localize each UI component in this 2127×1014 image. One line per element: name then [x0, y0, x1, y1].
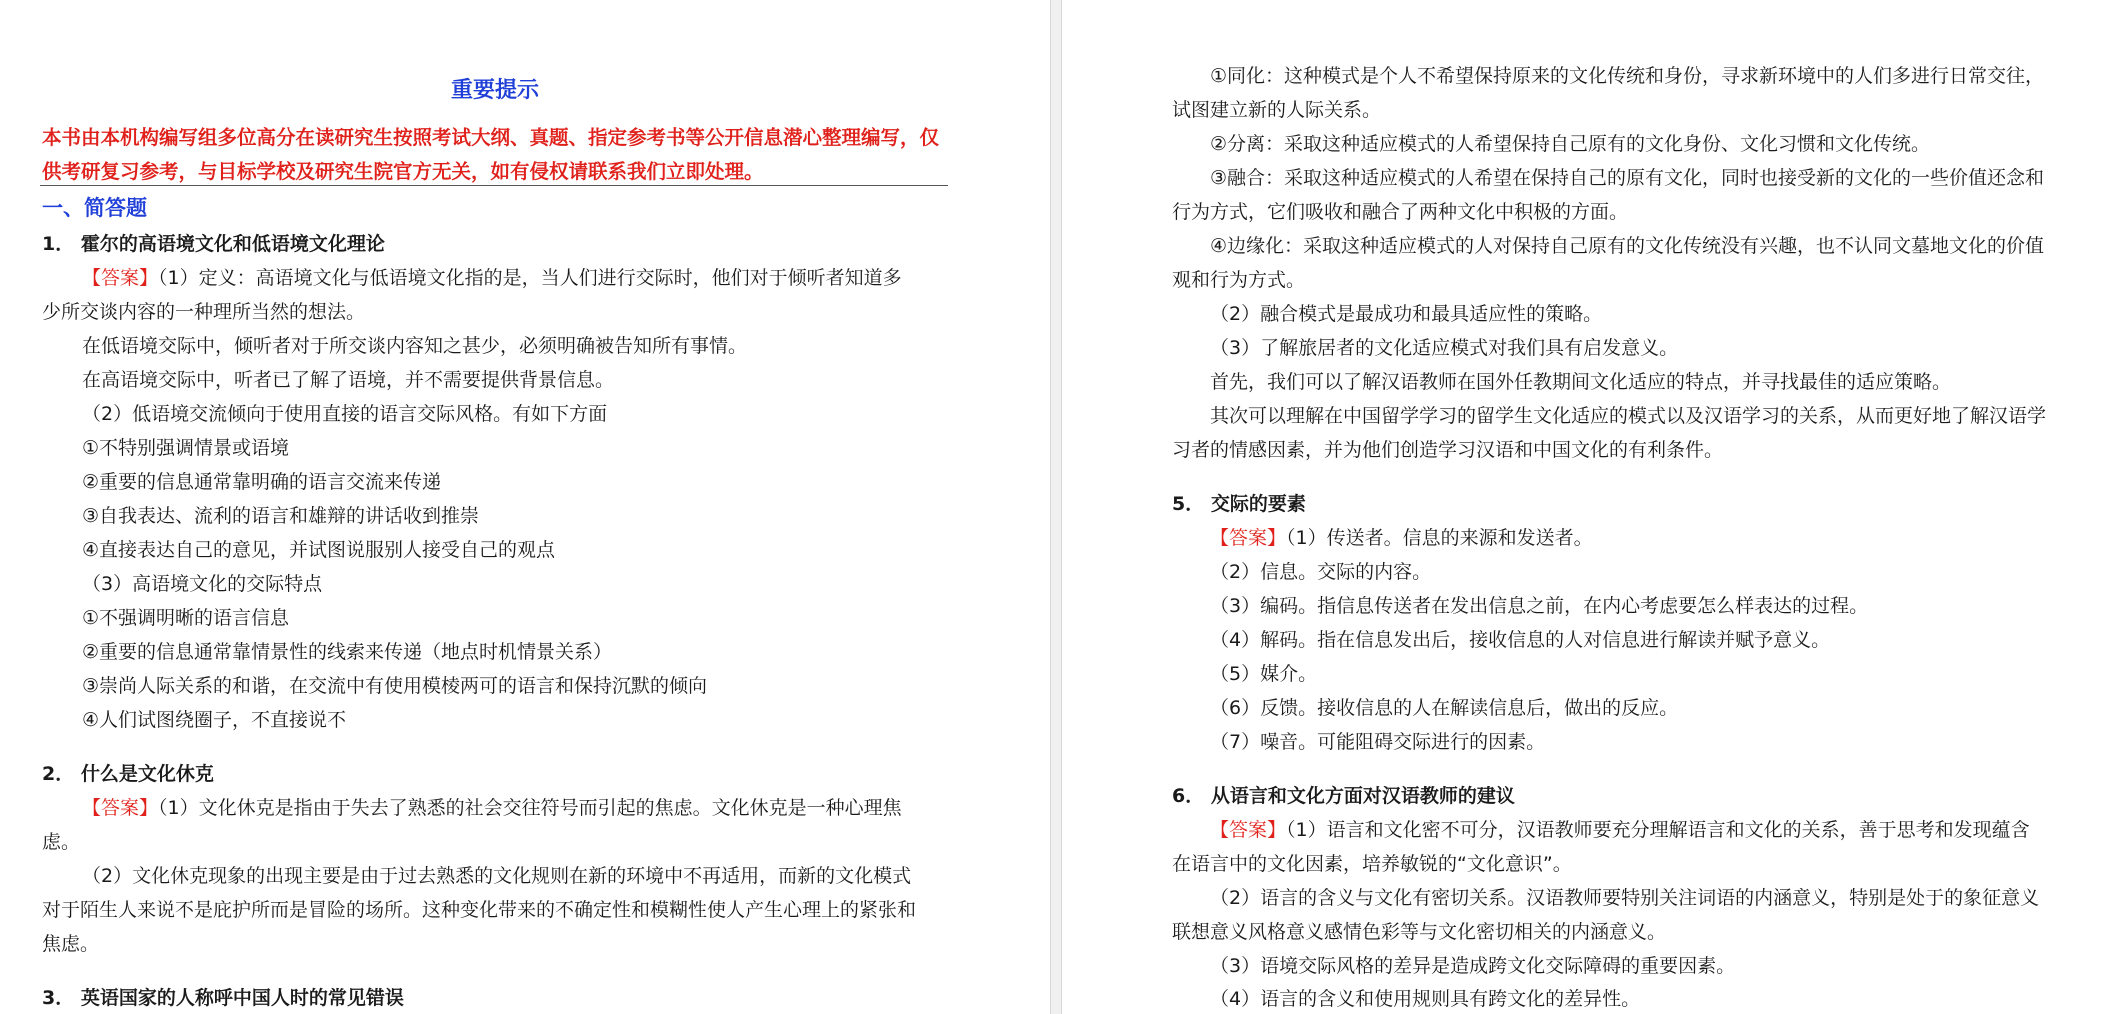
- answer-line: 观和行为方式。: [1172, 269, 1306, 291]
- section-title: 一、简答题: [42, 196, 147, 220]
- answer-tag: 【答案】: [82, 797, 159, 819]
- question-number: 1．: [42, 233, 75, 255]
- question-number: 2．: [42, 763, 75, 785]
- answer-text: （1）定义：高语境文化与低语境文化指的是，当人们进行交际时，他们对于倾听者知道多: [158, 267, 902, 289]
- question-title: 交际的要素: [1210, 493, 1306, 515]
- answer-text: （1）文化休克是指由于失去了熟悉的社会交往符号而引起的焦虑。文化休克是一种心理焦: [158, 797, 902, 819]
- answer-line: 首先，我们可以了解汉语教师在国外任教期间文化适应的特点，并寻找最佳的适应策略。: [1210, 371, 1952, 393]
- answer-text: （1）语言和文化密不可分，汉语教师要充分理解语言和文化的关系，善于思考和发现蕴含: [1286, 819, 2030, 841]
- answer-line: （4）解码。指在信息发出后，接收信息的人对信息进行解读并赋予意义。: [1210, 629, 1831, 651]
- answer-line: [1210, 815, 2030, 845]
- answer-line: ①不特别强调情景或语境: [82, 437, 290, 459]
- answer-tag: 【答案】: [82, 267, 159, 289]
- question-number: 3．: [42, 987, 75, 1009]
- answer-text: （1）传送者。信息的来源和发送者。: [1286, 527, 1593, 549]
- notice-line: 供考研复习参考，与目标学校及研究生院官方无关，如有侵权请联系我们立即处理。: [42, 160, 764, 183]
- answer-line: 在语言中的文化因素，培养敏锐的“文化意识”。: [1172, 853, 1572, 875]
- answer-line: 虑。: [42, 831, 81, 853]
- answer-line: 其次可以理解在中国留学学习的留学生文化适应的模式以及汉语学习的关系，从而更好地了解汉语学: [1210, 405, 2047, 427]
- question-title: 霍尔的高语境文化和低语境文化理论: [80, 233, 385, 255]
- answer-tag: 【答案】: [1210, 527, 1287, 549]
- question-title: 什么是文化休克: [80, 763, 214, 785]
- answer-line: ②重要的信息通常靠明确的语言交流来传递: [82, 471, 442, 493]
- document-page-left: [0, 0, 1050, 1014]
- answer-line: ③崇尚人际关系的和谐，在交流中有使用模棱两可的语言和保持沉默的倾向: [82, 675, 708, 697]
- notice-title: 重要提示: [450, 78, 539, 103]
- answer-line: （2）语言的含义与文化有密切关系。汉语教师要特别关注词语的内涵意义，特别是处于的象征意义: [1210, 887, 2040, 909]
- answer-line: ②重要的信息通常靠情景性的线索来传递（地点时机情景关系）: [82, 641, 613, 663]
- answer-line: ④边缘化：采取这种适应模式的人对保持自己原有的文化传统没有兴趣，也不认同文墓地文化的价值: [1210, 235, 2045, 257]
- question-number: 5．: [1172, 493, 1205, 515]
- answer-line: 行为方式，它们吸收和融合了两种文化中积极的方面。: [1172, 201, 1629, 223]
- answer-line: 少所交谈内容的一种理所当然的想法。: [42, 301, 366, 323]
- answer-line: 在高语境交际中，听者已了解了语境，并不需要提供背景信息。: [82, 369, 615, 391]
- answer-line: （3）语境交际风格的差异是造成跨文化交际障碍的重要因素。: [1210, 955, 1736, 977]
- answer-line: （2）融合模式是最成功和最具适应性的策略。: [1210, 303, 1603, 325]
- question-heading: [1172, 781, 1515, 811]
- answer-line: [82, 793, 902, 823]
- answer-line: （6）反馈。接收信息的人在解读信息后，做出的反应。: [1210, 697, 1679, 719]
- answer-line: [82, 263, 902, 293]
- answer-line: 习者的情感因素，并为他们创造学习汉语和中国文化的有利条件。: [1172, 439, 1724, 461]
- question-heading: [42, 759, 214, 789]
- answer-line: （2）信息。交际的内容。: [1210, 561, 1432, 583]
- question-heading: [1172, 489, 1306, 519]
- answer-tag: 【答案】: [1210, 819, 1287, 841]
- question-title: 从语言和文化方面对汉语教师的建议: [1210, 785, 1515, 807]
- question-title: 英语国家的人称呼中国人时的常见错误: [80, 987, 404, 1009]
- question-heading: [42, 229, 385, 259]
- answer-line: ④直接表达自己的意见，并试图说服别人接受自己的观点: [82, 539, 556, 561]
- notice-divider: [40, 185, 948, 186]
- answer-line: （7）噪音。可能阻碍交际进行的因素。: [1210, 731, 1546, 753]
- answer-line: （5）媒介。: [1210, 663, 1318, 685]
- answer-line: （4）语言的含义和使用规则具有跨文化的差异性。: [1210, 988, 1641, 1010]
- answer-line: ②分离：采取这种适应模式的人希望保持自己原有的文化身份、文化习惯和文化传统。: [1210, 133, 1931, 155]
- answer-line: （3）编码。指信息传送者在发出信息之前，在内心考虑要怎么样表达的过程。: [1210, 595, 1869, 617]
- answer-line: （3）高语境文化的交际特点: [82, 573, 323, 595]
- answer-line: （2）文化休克现象的出现主要是由于过去熟悉的文化规则在新的环境中不再适用，而新的文化模式: [82, 865, 912, 887]
- answer-line: [1210, 523, 1593, 553]
- page-gap: [1050, 0, 1062, 1014]
- answer-line: 试图建立新的人际关系。: [1172, 99, 1382, 121]
- document-page-right: [1062, 0, 2127, 1014]
- answer-line: 联想意义风格意义感情色彩等与文化密切相关的内涵意义。: [1172, 921, 1667, 943]
- question-heading: [42, 983, 404, 1013]
- answer-line: 在低语境交际中，倾听者对于所交谈内容知之甚少，必须明确被告知所有事情。: [82, 335, 748, 357]
- answer-line: 焦虑。: [42, 933, 100, 955]
- answer-line: （2）低语境交流倾向于使用直接的语言交际风格。有如下方面: [82, 403, 608, 425]
- answer-line: ③融合：采取这种适应模式的人希望在保持自己的原有文化，同时也接受新的文化的一些价值还念和: [1210, 167, 2045, 189]
- answer-line: ①同化：这种模式是个人不希望保持原来的文化传统和身份，寻求新环境中的人们多进行日常交往，: [1210, 65, 2045, 87]
- notice-line: 本书由本机构编写组多位高分在读研究生按照考试大纲、真题、指定参考书等公开信息潜心整理编写，仅: [42, 126, 940, 149]
- answer-line: ④人们试图绕圈子，不直接说不: [82, 709, 347, 731]
- answer-line: ①不强调明晰的语言信息: [82, 607, 290, 629]
- answer-line: ③自我表达、流利的语言和雄辩的讲话收到推崇: [82, 505, 480, 527]
- answer-line: 对于陌生人来说不是庇护所而是冒险的场所。这种变化带来的不确定性和模糊性使人产生心理上的紧张和: [42, 899, 917, 921]
- question-number: 6．: [1172, 785, 1205, 807]
- answer-line: （3）了解旅居者的文化适应模式对我们具有启发意义。: [1210, 337, 1679, 359]
